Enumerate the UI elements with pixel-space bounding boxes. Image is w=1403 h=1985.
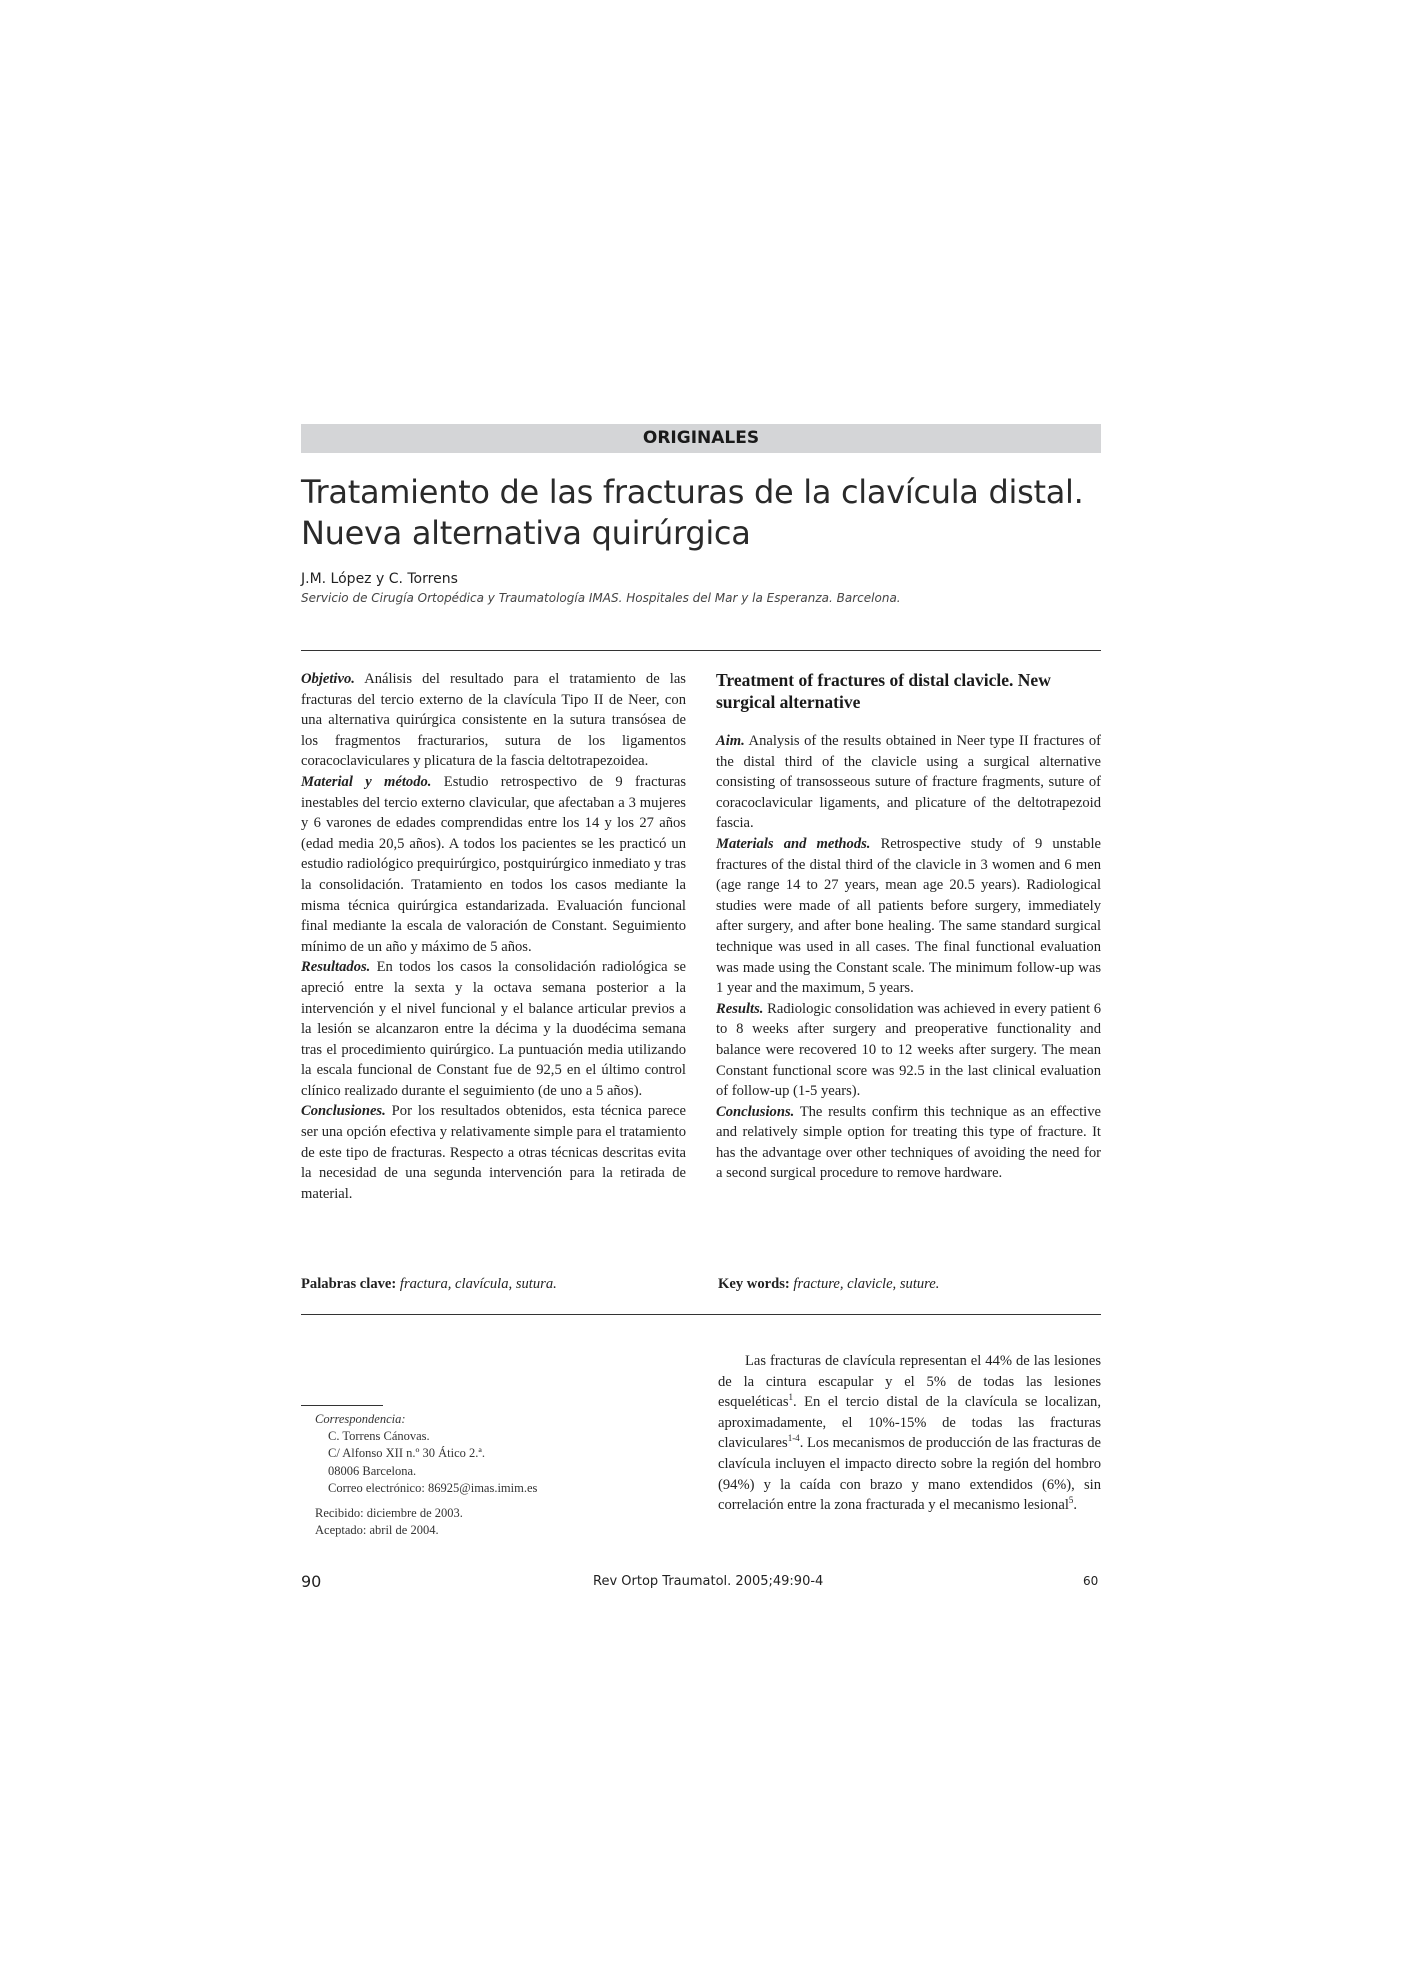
reference-3: 5 [1068,1495,1074,1506]
correspondence-label: Correspondencia: [315,1412,406,1426]
keywords-es [301,1276,557,1293]
received-date: Recibido: diciembre de 2003. [315,1506,463,1521]
correspondence [315,1411,645,1539]
article-title [301,472,1121,554]
title-line-1: Tratamiento de las fracturas de la clavícula distal. [301,473,1084,511]
abstract-es-objetivo [301,669,686,772]
keywords-en-label: Key words: [718,1276,790,1292]
abstract-en-methods [716,834,1101,999]
abstract-en-results [716,999,1101,1102]
title-line-2: Nueva alternativa quirúrgica [301,514,751,552]
objetivo-label: Objetivo. [301,671,355,687]
abstract-es [301,669,686,1204]
abstract-en [716,669,1101,1184]
body-paragraph [718,1351,1101,1516]
conclusiones-text: Por los resultados obtenidos, esta técnica parece ser una opción efectiva y relativamente simple para el tratamiento de este tipo de fracturas. Respecto a otras técnicas descritas evita la necesidad de una segunda intervención para la retirada de material. [301,1103,686,1202]
accepted-date: Aceptado: abril de 2004. [315,1523,439,1538]
correspondence-name: C. Torrens Cánovas. [328,1429,430,1444]
keywords-en [718,1276,939,1293]
abstract-bottom-divider [301,1314,1101,1315]
correspondence-city: 08006 Barcelona. [328,1463,417,1478]
keywords-es-value: fractura, clavícula, sutura. [399,1276,557,1292]
journal-citation: Rev Ortop Traumatol. 2005;49:90-4 [593,1574,824,1589]
body-text-c: . Los mecanismos de producción de las fracturas de clavícula incluyen el impacto directo sobre la región del hombro (94%) y la caída con brazo y mano extendidos (6%), sin correlación entre la zona fracturada y el mecanismo lesional [718,1435,1101,1514]
results-label: Results. [716,1000,764,1017]
correspondence-rule [301,1405,383,1406]
affiliation: Servicio de Cirugía Ortopédica y Traumatología IMAS. Hospitales del Mar y la Esperanza. Barcelona. [301,591,901,605]
reference-2: 1-4 [787,1433,800,1444]
keywords-es-label: Palabras clave: [301,1276,397,1292]
material-text: Estudio retrospectivo de 9 fracturas inestables del tercio externo clavicular, que afectaban a 3 mujeres y 6 varones de edades comprendidas entre los 14 y los 27 años (edad media 20,5 años). A todos los pacientes se les practicó un estudio radiológico prequirúrgico, postquirúrgico inmediato y tras la consolidación. Tratamiento en todos los casos mediante la misma técnica quirúrgica estandarizada. Evaluación funcional final mediante la escala de valoración de Constant. Seguimiento mínimo de un año y máximo de 5 años. [301,773,687,955]
methods-label: Materials and methods. [716,835,871,852]
conclusiones-label: Conclusiones. [301,1103,386,1120]
page-number: 90 [301,1572,322,1591]
objetivo-text: Análisis del resultado para el tratamiento de las fracturas del tercio externo de la clavícula Tipo II de Neer, con una alternativa quirúrgica consistente en la sutura transósea de los fragmentos fracturarios, sutura de los ligamentos coracoclaviculares y plicatura de la fascia deltotrapezoidea. [301,671,686,770]
keywords-en-value: fracture, clavicle, suture. [793,1276,940,1292]
correspondence-address: C/ Alfonso XII n.º 30 Ático 2.ª. [328,1446,485,1461]
body-text-a: Las fracturas de clavícula representan el 44% de las lesiones de la cintura escapular y el 5% de todas las lesiones esqueléticas [718,1353,1101,1411]
correspondence-email: Correo electrónico: 86925@imas.imim.es [328,1480,538,1495]
authors: J.M. López y C. Torrens [301,571,458,587]
top-divider [301,650,1101,651]
conclusions-label: Conclusions. [716,1103,795,1120]
results-text: Radiologic consolidation was achieved in every patient 6 to 8 weeks after surgery and preoperative functionality and balance were recovered 10 to 12 weeks after surgery. The mean Constant functional score was 92.5 in the last clinical evaluation of follow-up (1-5 years). [716,1000,1101,1100]
aim-label: Aim. [716,733,745,749]
body-text-b: . En el tercio distal de la clavícula se localizan, aproximadamente, el 10%-15% de todas las fracturas claviculares [718,1394,1101,1452]
methods-text: Retrospective study of 9 unstable fractures of the distal third of the clavicle in 3 women and 6 men (age range 14 to 27 years, mean age 20.5 years). Radiological studies were made of all patients before surgery, immediately after surgery, and after bone healing. The same standard surgical technique was used in all cases. The final functional evaluation was made using the Constant scale. The minimum follow-up was 1 year and the maximum, 5 years. [716,835,1102,997]
resultados-text: En todos los casos la consolidación radiológica se apreció entre la sexta y la octava semana posterior a la intervención y el nivel funcional y el balance articular previos a la lesión se alcanzaron entre la décima y la duodécima semana tras el procedimiento quirúrgico. La puntuación media utilizando la escala funcional de Constant fue de 92,5 en el último control clínico realizado durante el seguimiento (de uno a 5 años). [301,959,687,1099]
abstract-en-conclusions [716,1102,1101,1184]
conclusions-text: The results confirm this technique as an effective and relatively simple option for treating this type of fracture. It has the advantage over other techniques of avoiding the need for a second surgical procedure to remove hardware. [716,1103,1101,1182]
body-text-d: . [1073,1497,1078,1514]
section-header: ORIGINALES [301,424,1101,453]
abstract-en-title: Treatment of fractures of distal clavicle. New surgical alternative [716,670,1051,712]
abstract-en-aim [716,731,1101,834]
aim-text: Analysis of the results obtained in Neer type II fractures of the distal third of the clavicle using a surgical alternative consisting of transosseous suture of fracture fragments, suture of coracoclavicular ligaments, and plicature of the deltotrapezoid fascia. [716,733,1102,832]
resultados-label: Resultados. [301,959,371,976]
abstract-es-conclusiones [301,1101,686,1204]
reference-1: 1 [788,1392,794,1403]
abstract-es-resultados [301,957,686,1101]
footer-right-number: 60 [1083,1574,1099,1588]
material-label: Material y método. [301,773,432,790]
abstract-es-material [301,772,686,957]
